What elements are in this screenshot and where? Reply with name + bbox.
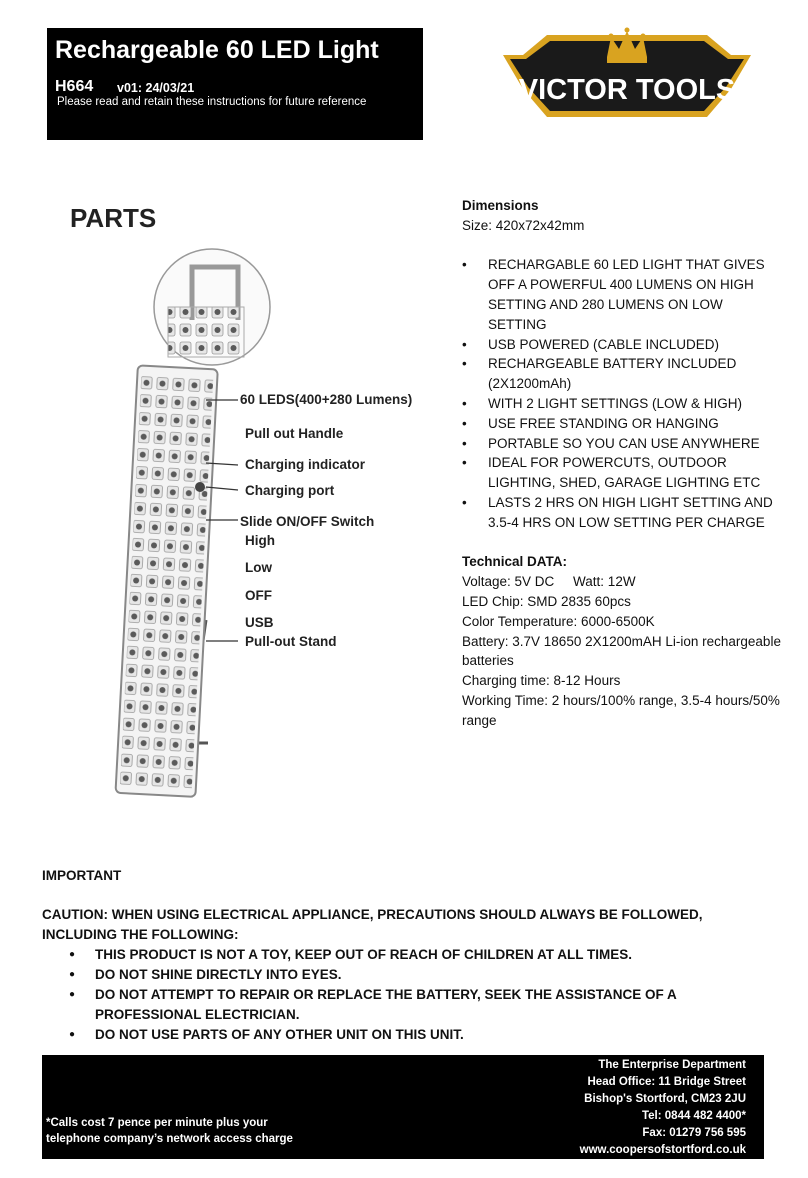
spec-column <box>462 196 782 731</box>
dimensions-size: Size: 420x72x42mm <box>462 217 585 233</box>
parts-illustration <box>60 195 450 805</box>
caution-item: ● THIS PRODUCT IS NOT A TOY, KEEP OUT OF REACH OF CHILDREN AT ALL TIMES. <box>42 945 772 965</box>
caution-item: ● DO NOT SHINE DIRECTLY INTO EYES. <box>42 965 772 985</box>
tech-line: Working Time: 2 hours/100% range, 3.5-4 hours/50% range <box>462 692 780 728</box>
important-section <box>42 866 772 1045</box>
tech-line: Voltage: 5V DC Watt: 12W <box>462 574 636 590</box>
document-title: Rechargeable 60 LED Light <box>55 36 379 64</box>
important-heading: IMPORTANT <box>42 868 122 883</box>
crown-icon <box>607 28 647 64</box>
caution-text: CAUTION: WHEN USING ELECTRICAL APPLIANCE, PRECAUTIONS SHOULD ALWAYS BE FOLLOWED, INCLUDING THE FOLLOWING: <box>42 907 703 942</box>
label-off: OFF <box>245 588 272 603</box>
caution-item: ● DO NOT USE PARTS OF ANY OTHER UNIT ON THIS UNIT. <box>42 1025 772 1045</box>
feature-item: • WITH 2 LIGHT SETTINGS (LOW & HIGH) <box>462 394 782 414</box>
label-charging-port: Charging port <box>245 483 335 498</box>
feature-item: • RECHARGABLE 60 LED LIGHT THAT GIVES OFF A POWERFUL 400 LUMENS ON HIGH SETTING AND 280 LUMENS ON LOW SETTING <box>462 255 782 334</box>
caution-item: ● DO NOT ATTEMPT TO REPAIR OR REPLACE THE BATTERY, SEEK THE ASSISTANCE OF A PROFESSIONAL ELECTRICIAN. <box>42 985 772 1025</box>
technical-heading: Technical DATA: <box>462 554 568 570</box>
label-charging-indicator: Charging indicator <box>245 457 366 472</box>
address-line: The Enterprise Department <box>598 1059 746 1071</box>
dimensions-heading: Dimensions <box>462 198 539 213</box>
tech-line: LED Chip: SMD 2835 60pcs <box>462 593 631 609</box>
tech-line: Color Temperature: 6000-6500K <box>462 613 655 629</box>
label-stand: Pull-out Stand <box>245 634 337 649</box>
version-date: v01: 24/03/21 <box>117 81 195 95</box>
feature-item: • IDEAL FOR POWERCUTS, OUTDOOR LIGHTING, SHED, GARAGE LIGHTING ETC <box>462 453 782 493</box>
feature-item: • PORTABLE SO YOU CAN USE ANYWHERE <box>462 434 782 454</box>
label-usb: USB <box>245 615 274 630</box>
label-leds: 60 LEDS(400+280 Lumens) <box>240 392 413 407</box>
model-code: H664 <box>55 78 94 95</box>
label-switch: Slide ON/OFF Switch <box>240 514 375 529</box>
victor-tools-logo <box>503 17 751 127</box>
address-line: Bishop's Stortford, CM23 2JU <box>584 1093 746 1105</box>
address-line: Head Office: 11 Bridge Street <box>587 1076 746 1088</box>
fax-number: Fax: 01279 756 595 <box>642 1127 746 1139</box>
contact-address <box>580 1057 746 1159</box>
tech-line: Charging time: 8-12 Hours <box>462 673 621 689</box>
features-list <box>462 255 782 532</box>
led-light-bar <box>115 365 217 797</box>
footer-box <box>42 1055 764 1159</box>
feature-item: • USB POWERED (CABLE INCLUDED) <box>462 335 782 355</box>
header-box <box>47 28 423 140</box>
feature-item: • RECHARGEABLE BATTERY INCLUDED (2X1200mAh) <box>462 354 782 394</box>
label-handle: Pull out Handle <box>245 426 344 441</box>
tech-line: Battery: 3.7V 18650 2X1200mAH Li-ion rechargeable batteries <box>462 633 781 669</box>
label-high: High <box>245 533 275 548</box>
call-cost-note: *Calls cost 7 pence per minute plus your telephone company’s network access charge <box>46 1117 293 1145</box>
charging-port-dot <box>195 482 205 492</box>
phone-number: Tel: 0844 482 4400* <box>641 1110 746 1122</box>
caution-list <box>42 945 772 1045</box>
logo-text: VICTOR TOOLS <box>518 74 736 106</box>
retain-note: Please read and retain these instructions for future reference <box>57 96 367 108</box>
label-low: Low <box>245 560 272 575</box>
parts-heading: PARTS <box>70 203 157 233</box>
handle-closeup <box>154 249 270 365</box>
feature-item: • LASTS 2 HRS ON HIGH LIGHT SETTING AND 3.5-4 HRS ON LOW SETTING PER CHARGE <box>462 493 782 533</box>
website: www.coopersofstortford.co.uk <box>579 1144 746 1156</box>
feature-item: • USE FREE STANDING OR HANGING <box>462 414 782 434</box>
